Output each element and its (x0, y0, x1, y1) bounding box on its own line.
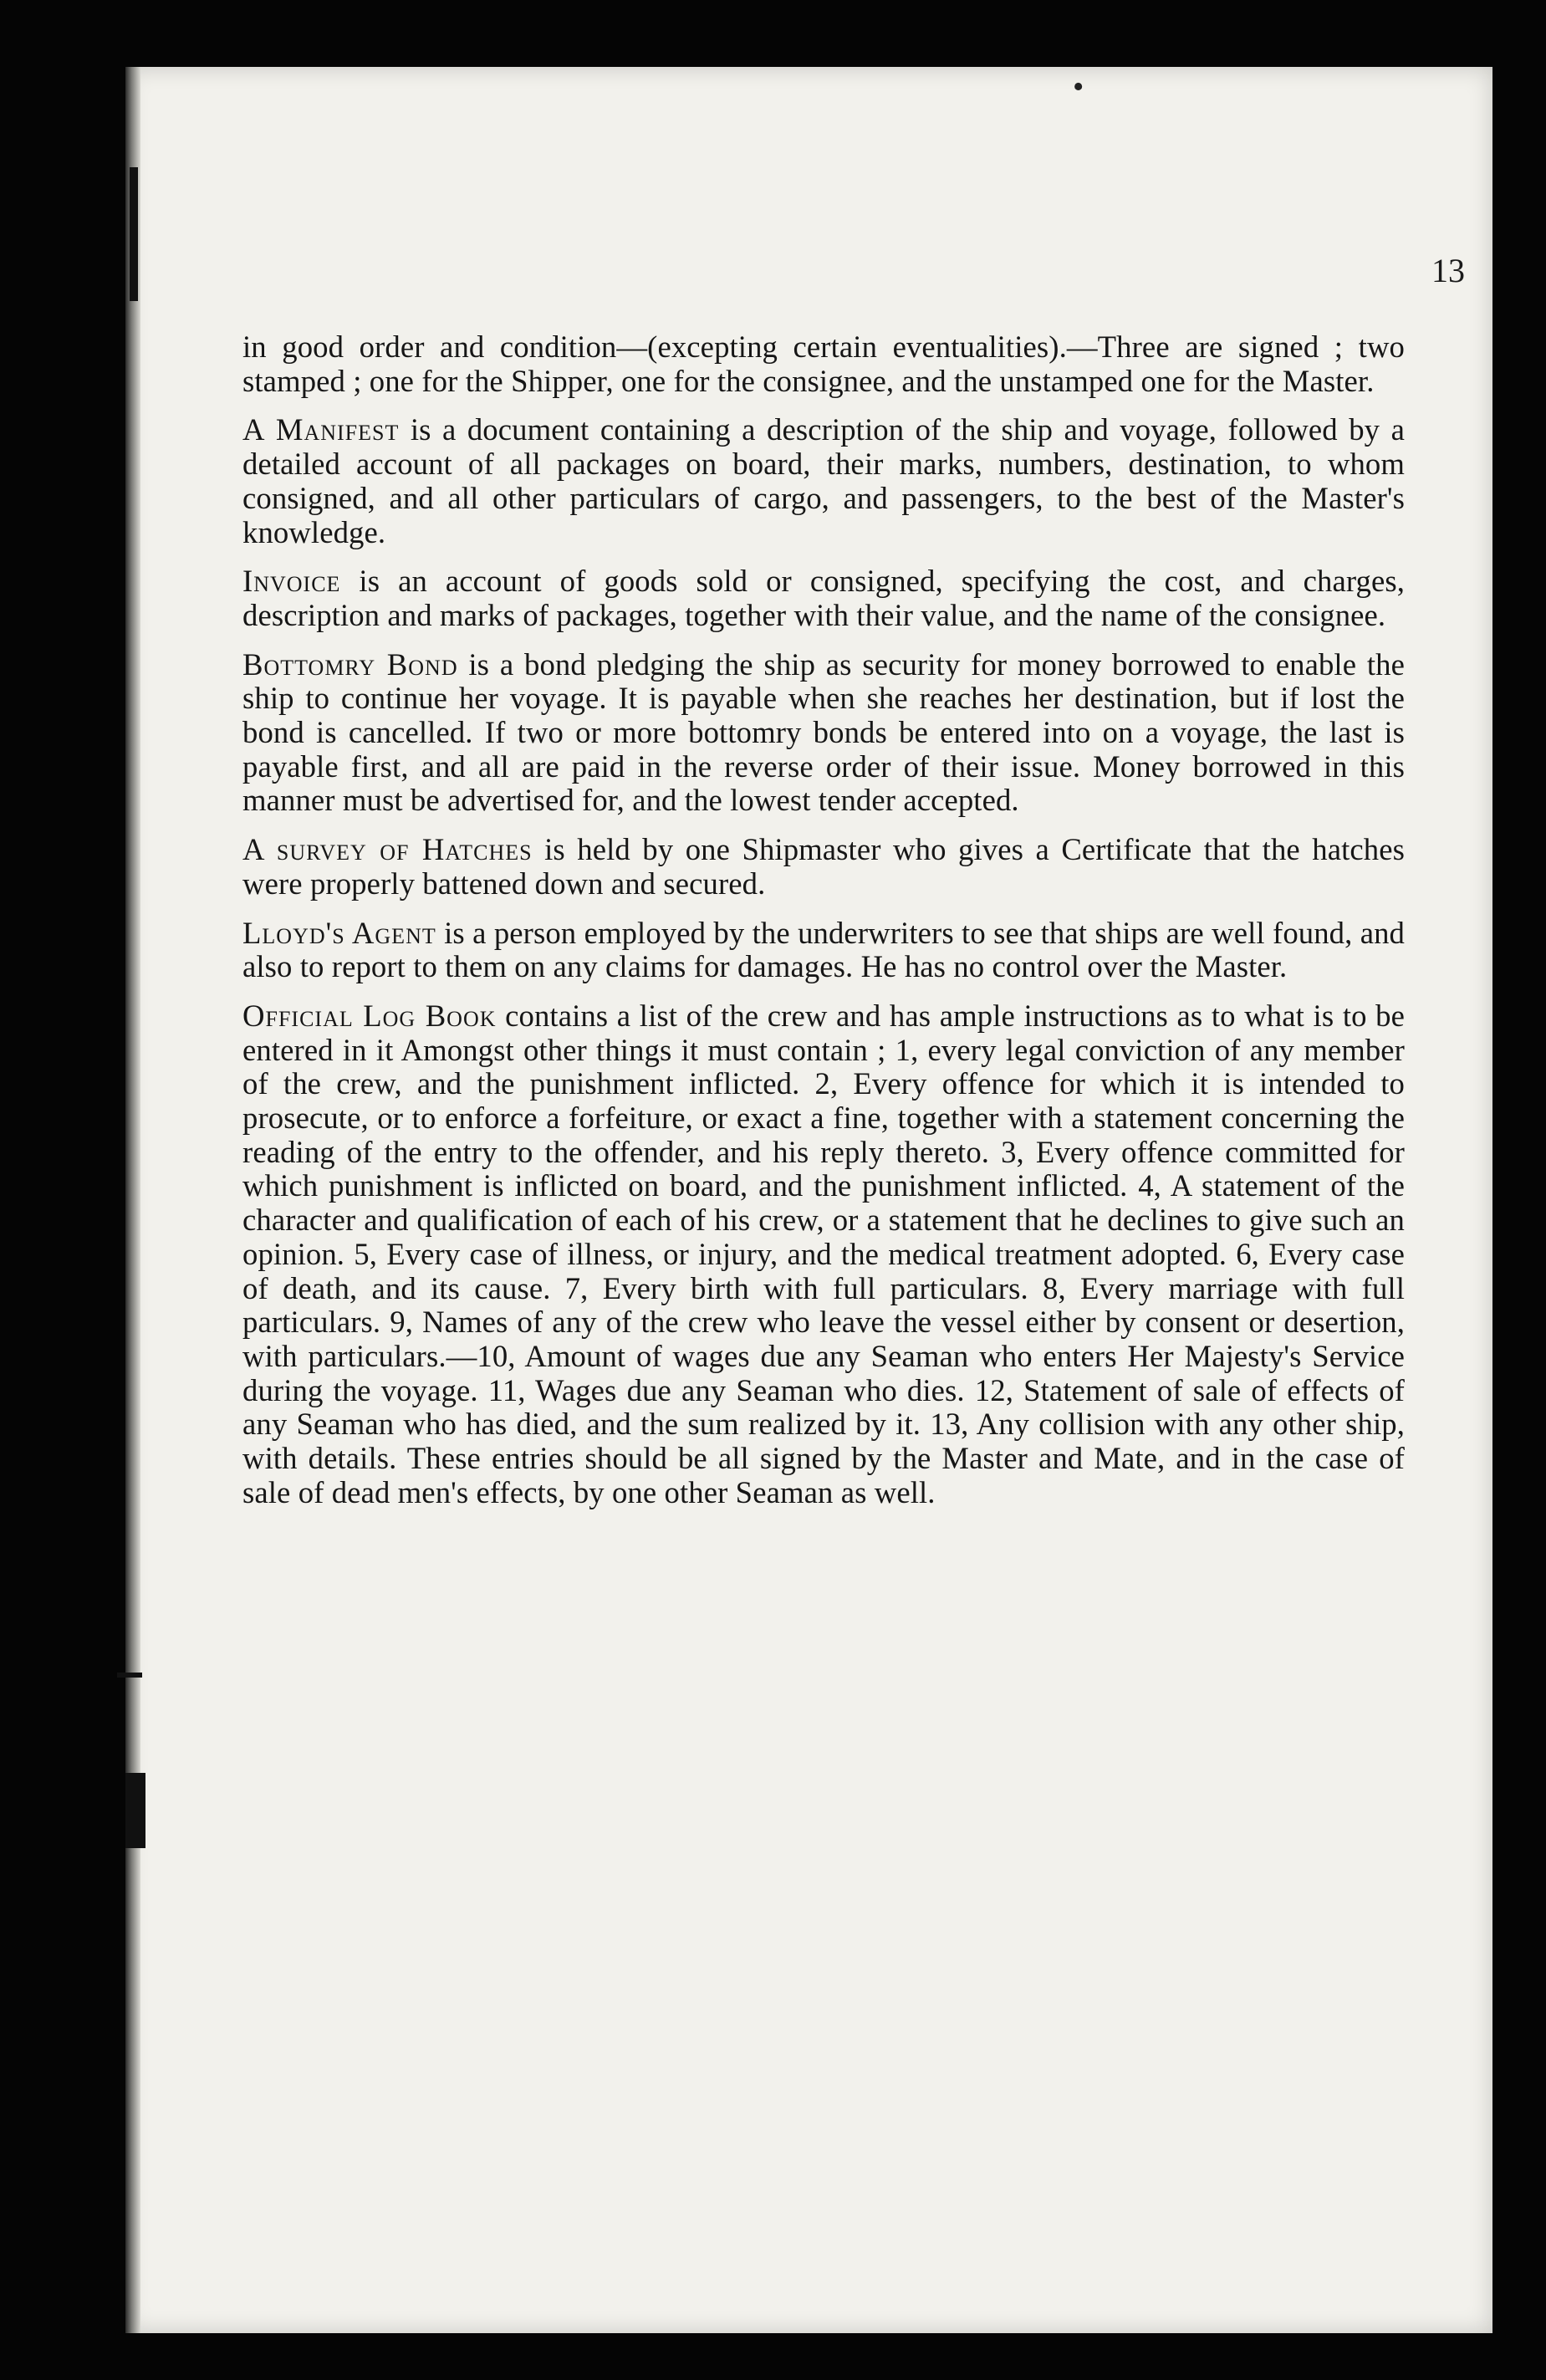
book-spine (125, 67, 140, 2333)
page-number: 13 (1431, 252, 1465, 289)
paragraph-text: is an account of goods sold or consigned, specifying the cost, and charges, description and marks of packages, together with their value, and the name of the consignee. (242, 564, 1405, 632)
term-bottomry-bond: Bottomry Bond (242, 646, 458, 682)
paragraph-invoice (242, 564, 1405, 632)
stray-ink-mark: • (1073, 69, 1084, 105)
term-manifest: A Manifest (242, 412, 400, 447)
paragraph-text: is a document containing a description of the ship and voyage, followed by a detailed account of all packages on board, their marks, numbers, destination, to whom consigned, and all other particulars of cargo, and passengers, to the best of the Master's knowledge. (242, 412, 1405, 549)
body-text (242, 330, 1405, 1525)
term-survey-of-hatches: A survey of Hatches (242, 832, 533, 867)
paragraph-lloyds-agent (242, 917, 1405, 984)
paragraph-text: in good order and condition—(excepting certain eventualities).—Three are signed ; two stamped ; one for the Shipper, one for the consignee, and the unstamped one for the Master. (242, 329, 1405, 398)
paragraph-survey-of-hatches (242, 833, 1405, 901)
term-lloyds-agent: Lloyd's Agent (242, 915, 436, 950)
binding-mark-top (130, 167, 138, 301)
paragraph-text: is held by one Shipmaster who gives a Certificate that the hatches were properly battened down and secured. (242, 832, 1405, 901)
paragraph-bill-of-lading (242, 330, 1405, 398)
binding-mark-lower (125, 1773, 145, 1848)
paragraph-text: is a person employed by the underwriters to see that ships are well found, and also to report to them on any claims for damages. He has no control over the Master. (242, 915, 1405, 984)
paragraph-text: contains a list of the crew and has ample instructions as to what is to be entered in it Amongst other things it must contain ; 1, every legal conviction of any member of the crew, and the punishment inflicted. 2, Every offence for which it is intended to prosecute, or to enforce a forfeiture, or exact a fine, together with a statement concerning the reading of the entry to the offender, and his reply thereto. 3, Every offence committed for which punishment is inflicted on board, and the punishment inflicted. 4, A statement of the character and qualification of each of his crew, or a statement that he declines to give such an opinion. 5, Every case of illness, or injury, and the medical treatment adopted. 6, Every case of death, and its cause. 7, Every birth with full particulars. 8, Every marriage with full particulars. 9, Names of any of the crew who leave the vessel either by consent or desertion, with particulars.—10, Amount of wages due any Seaman who enters Her Majesty's Service during the voyage. 11, Wages due any Seaman who dies. 12, Statement of sale of effects of any Seaman who has died, and the sum realized by it. 13, Any collision with any other ship, with details. These entries should be all signed by the Master and Mate, and in the case of sale of dead men's effects, by one other Seaman as well. (242, 998, 1405, 1509)
paragraph-text: is a bond pledging the ship as security for money borrowed to enable the ship to continue her voyage. It is payable when she reaches her destination, but if lost the bond is cancelled. If two or more bottomry bonds be entered into on a voyage, the last is payable first, and all are paid in the reverse order of their issue. Money borrowed in this manner must be advertised for, and the lowest tender accepted. (242, 646, 1405, 818)
term-invoice: Invoice (242, 564, 341, 599)
paragraph-official-log-book (242, 999, 1405, 1510)
paragraph-bottomry-bond (242, 648, 1405, 819)
binding-mark-middle (117, 1673, 142, 1678)
term-official-log-book: Official Log Book (242, 998, 497, 1033)
paragraph-manifest (242, 413, 1405, 549)
